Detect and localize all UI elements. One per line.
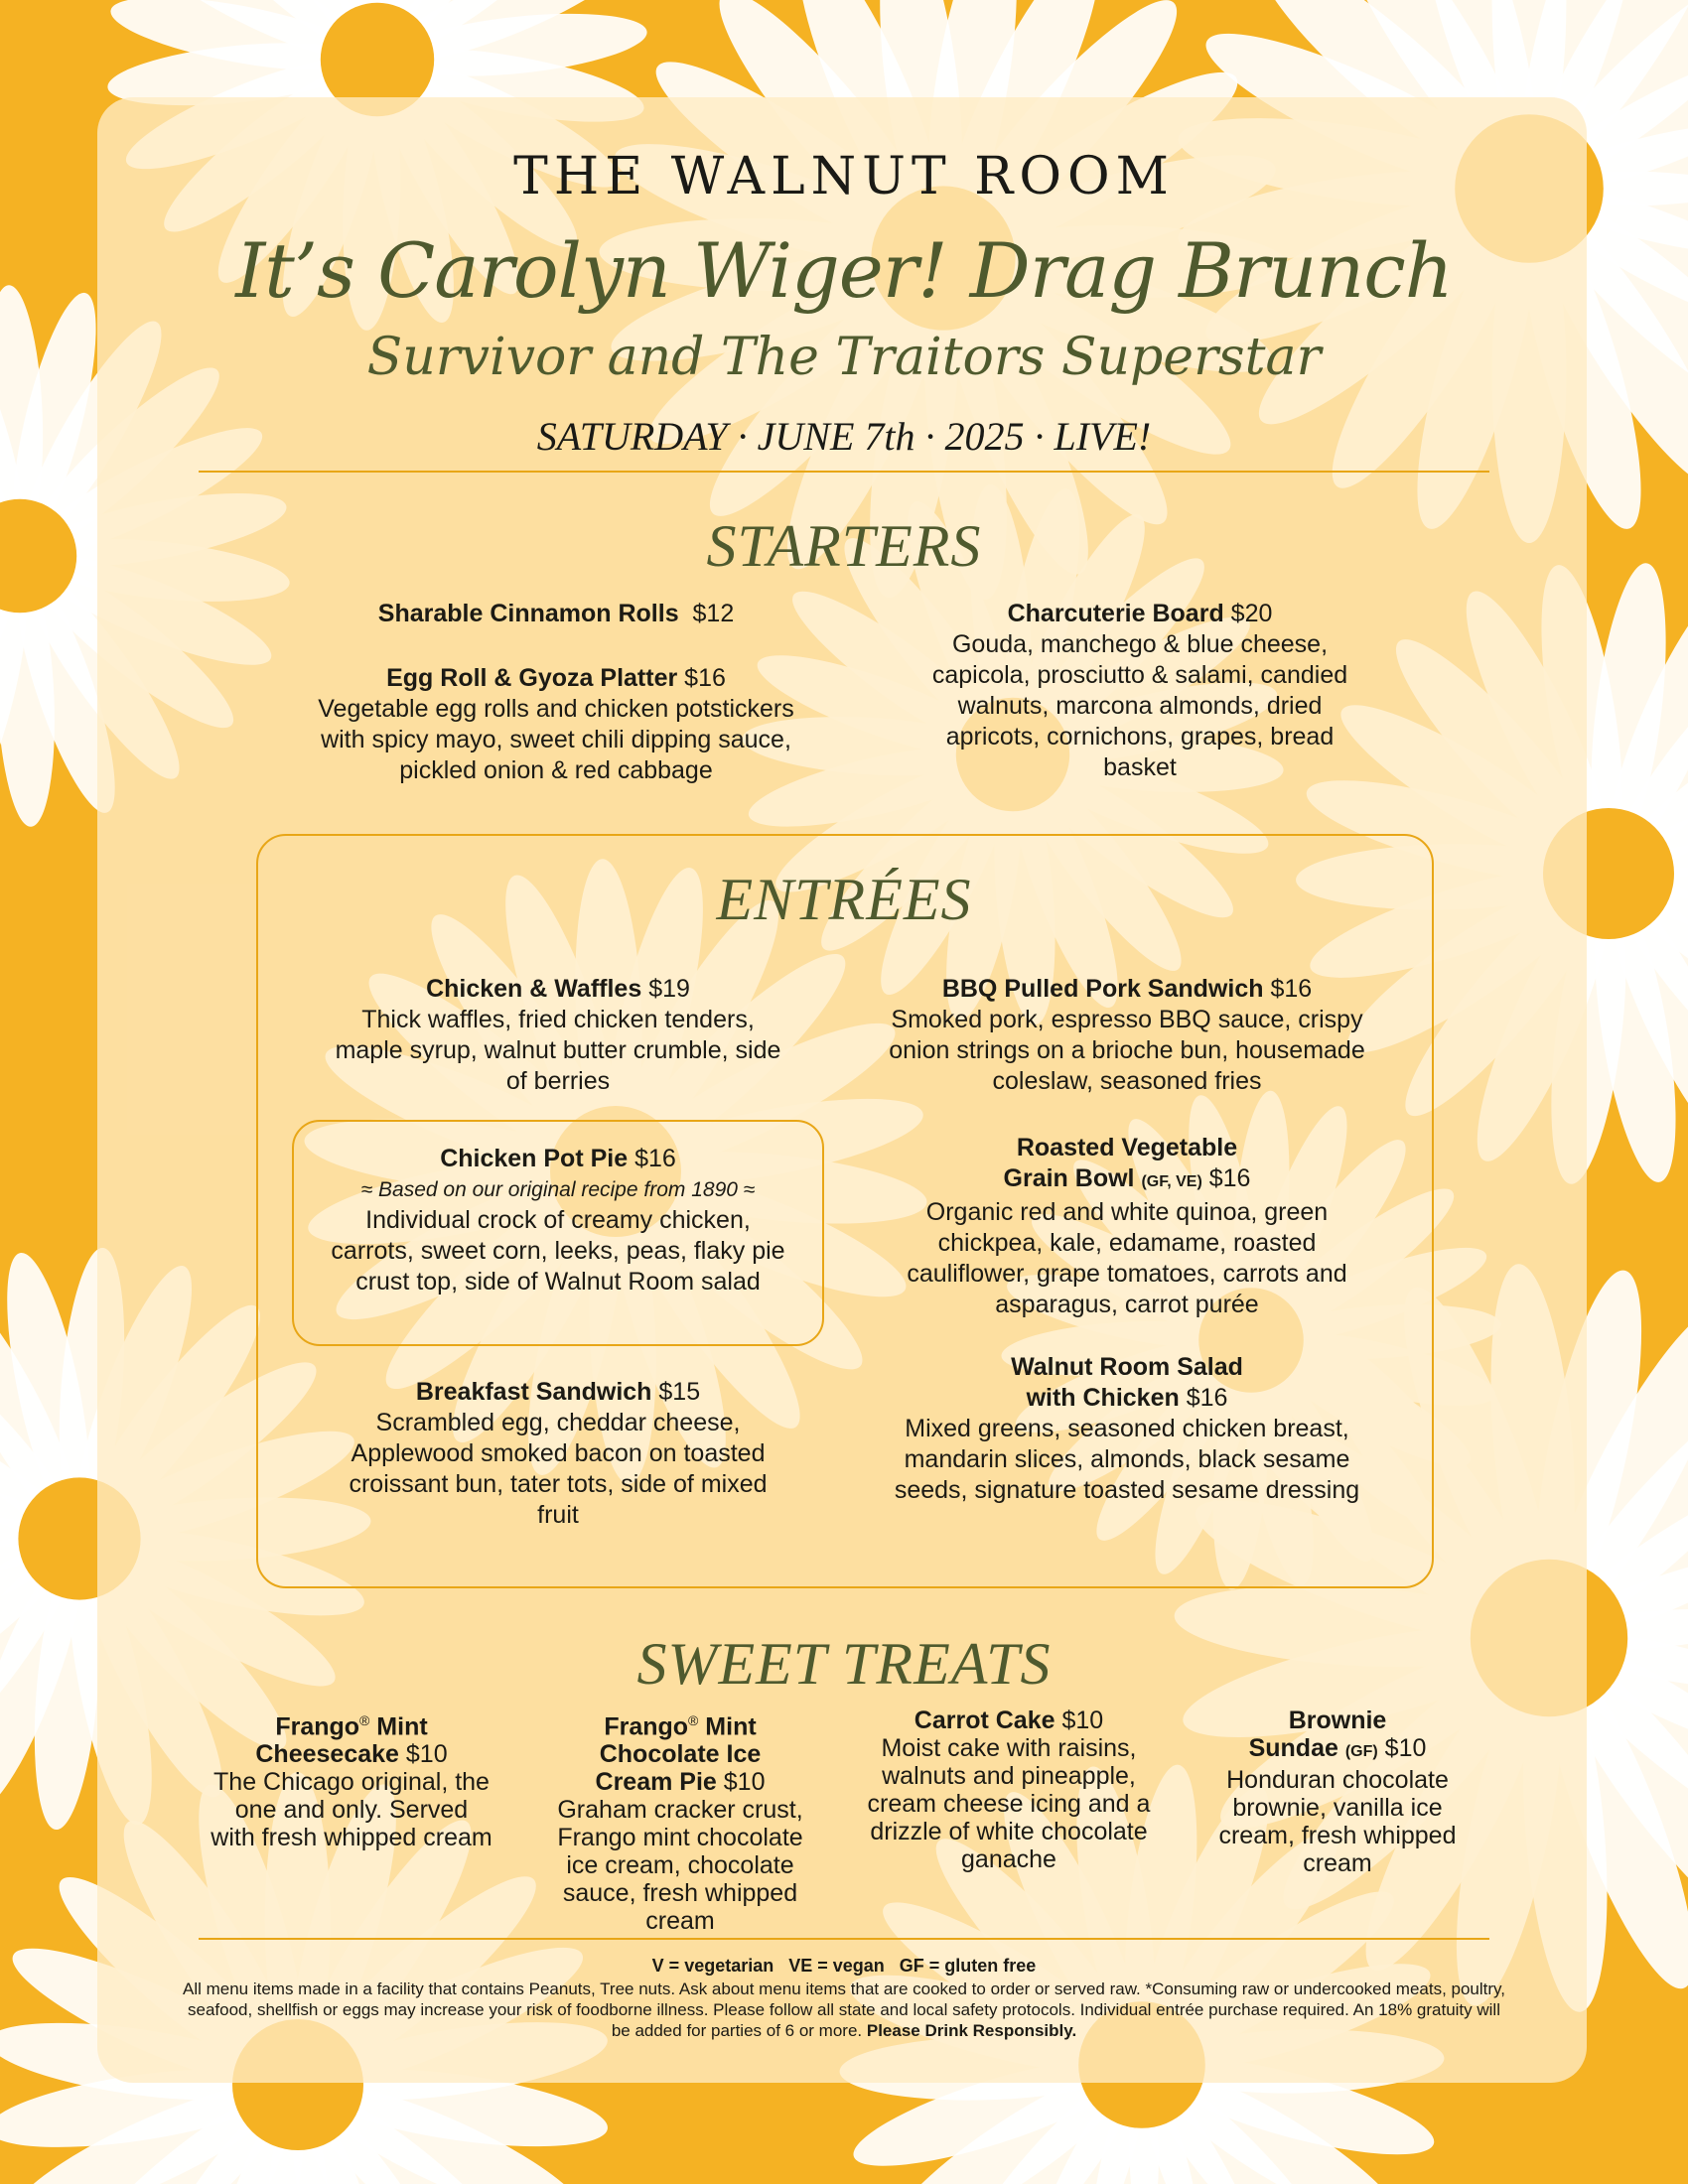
item-note: ≈ Based on our original recipe from 1890 ≈: [360, 1178, 756, 1201]
item-name: Sharable Cinnamon Rolls: [377, 600, 679, 627]
item-name-line2: Grain Bowl: [1003, 1164, 1135, 1192]
item-name-line2: with Chicken: [1026, 1384, 1180, 1412]
item-name: Frango: [275, 1712, 360, 1741]
menu-item-carrot-cake: [856, 1706, 1162, 1873]
event-title: It’s Carolyn Wiger! Drag Brunch: [235, 226, 1453, 315]
item-name: Roasted Vegetable: [1016, 1134, 1238, 1161]
menu-item-frango-cheesecake: [211, 1706, 492, 1851]
menu-item-chicken-pot-pie: [330, 1144, 786, 1297]
item-name-line2: Cheesecake: [255, 1740, 399, 1769]
registered-mark: ®: [688, 1712, 699, 1728]
item-description: Honduran chocolate brownie, vanilla ice cream, fresh whipped cream: [1218, 1766, 1457, 1877]
menu-item-walnut-room-salad: [894, 1352, 1360, 1506]
item-name: Carrot Cake: [914, 1706, 1055, 1734]
item-name-cont: Mint: [369, 1712, 428, 1741]
item-price: $16: [634, 1145, 676, 1172]
dietary-tag: (GF, VE): [1141, 1173, 1202, 1190]
menu-item-breakfast-sandwich: [328, 1377, 788, 1531]
disclaimer: [179, 1979, 1509, 2041]
dietary-legend: V = vegetarian VE = vegan GF = gluten free: [651, 1956, 1037, 1976]
item-description: Mixed greens, seasoned chicken breast, mandarin slices, almonds, black sesame seeds, signature toasted sesame dressing: [894, 1415, 1360, 1504]
item-name: BBQ Pulled Pork Sandwich: [941, 975, 1264, 1003]
item-description: The Chicago original, the one and only. Served with fresh whipped cream: [211, 1768, 492, 1852]
item-price: $20: [1230, 600, 1273, 627]
brand-logo: THE WALNUT ROOM: [513, 147, 1175, 206]
item-name: Egg Roll & Gyoza Platter: [386, 664, 678, 692]
item-description: Gouda, manchego & blue cheese, capicola, prosciutto & salami, candied walnuts, marcona almonds, dried apricots, cornichons, grapes, bread basket: [931, 630, 1348, 781]
item-price: $16: [1208, 1164, 1251, 1192]
registered-mark: ®: [359, 1712, 370, 1728]
sweets-title: SWEET TREATS: [636, 1631, 1052, 1697]
divider: [199, 471, 1489, 473]
item-price: $16: [1270, 975, 1313, 1003]
menu-item-brownie-sundae: [1197, 1706, 1477, 1877]
item-price: $10: [405, 1740, 448, 1769]
menu-item-chicken-waffles: [328, 974, 788, 1097]
item-name: Chicken Pot Pie: [440, 1145, 629, 1172]
event-subtitle: Survivor and The Traitors Superstar: [366, 328, 1322, 387]
menu-item-charcuterie-board: [912, 599, 1368, 783]
item-price: $10: [1061, 1706, 1104, 1734]
menu-item-bbq-pork-sandwich: [884, 974, 1370, 1097]
item-name: Breakfast Sandwich: [415, 1378, 652, 1406]
item-price: $15: [658, 1378, 701, 1406]
item-description: Thick waffles, fried chicken tenders, maple syrup, walnut butter crumble, side of berries: [335, 1006, 781, 1095]
menu-item-cinnamon-rolls: [298, 599, 814, 629]
item-name: Frango: [604, 1712, 689, 1741]
item-price: $12: [692, 600, 735, 627]
item-price: $19: [648, 975, 690, 1003]
menu-item-frango-ice-cream-pie: [543, 1706, 817, 1935]
item-description: Scrambled egg, cheddar cheese, Applewood smoked bacon on toasted croissant bun, tater tots, side of mixed fruit: [349, 1409, 768, 1529]
item-name: Brownie: [1288, 1706, 1387, 1734]
item-name: Chicken & Waffles: [426, 975, 642, 1003]
starters-title: STARTERS: [706, 513, 982, 579]
item-name-cont: Mint: [698, 1712, 757, 1741]
divider: [199, 1938, 1489, 1940]
entrees-title: ENTRÉES: [716, 867, 972, 932]
item-description: Moist cake with raisins, walnuts and pineapple, cream cheese icing and a drizzle of white chocolate ganache: [867, 1734, 1151, 1873]
item-name-line2: Chocolate Ice: [599, 1740, 762, 1769]
item-price: $10: [1384, 1734, 1427, 1762]
item-price: $16: [1186, 1384, 1228, 1412]
item-description: Individual crock of creamy chicken, carrots, sweet corn, leeks, peas, flaky pie crust top, side of Walnut Room salad: [331, 1206, 785, 1296]
item-description: Smoked pork, espresso BBQ sauce, crispy onion strings on a brioche bun, housemade coleslaw, seasoned fries: [889, 1006, 1365, 1095]
menu-item-egg-roll-platter: [318, 663, 794, 786]
disclaimer-text: All menu items made in a facility that contains Peanuts, Tree nuts. Ask about menu items that are cooked to order or served raw. *Consuming raw or undercooked meats, poultry, seafood, shellfish or eggs may increase your risk of foodborne illness. Please follow all state and local safety protocols. Individual entrée purchase required. An 18% gratuity will be added for parties of 6 or more.: [182, 1979, 1506, 2040]
item-name: Walnut Room Salad: [1011, 1353, 1243, 1381]
event-date: SATURDAY · JUNE 7th · 2025 · LIVE!: [536, 414, 1152, 459]
menu-item-grain-bowl: [894, 1133, 1360, 1320]
item-price: $16: [684, 664, 726, 692]
item-name-line2: Sundae: [1248, 1734, 1338, 1762]
item-price: $10: [723, 1768, 766, 1797]
dietary-tag: (GF): [1344, 1743, 1378, 1760]
item-name-line3: Cream Pie: [595, 1768, 717, 1797]
item-description: Graham cracker crust, Frango mint chocolate ice cream, chocolate sauce, fresh whipped cream: [557, 1796, 803, 1936]
item-name: Charcuterie Board: [1007, 600, 1224, 627]
drink-note: Please Drink Responsibly.: [866, 2021, 1077, 2040]
item-description: Organic red and white quinoa, green chickpea, kale, edamame, roasted cauliflower, grape tomatoes, carrots and asparagus, carrot purée: [907, 1198, 1347, 1318]
item-description: Vegetable egg rolls and chicken potstickers with spicy mayo, sweet chili dipping sauce, pickled onion & red cabbage: [318, 695, 794, 784]
